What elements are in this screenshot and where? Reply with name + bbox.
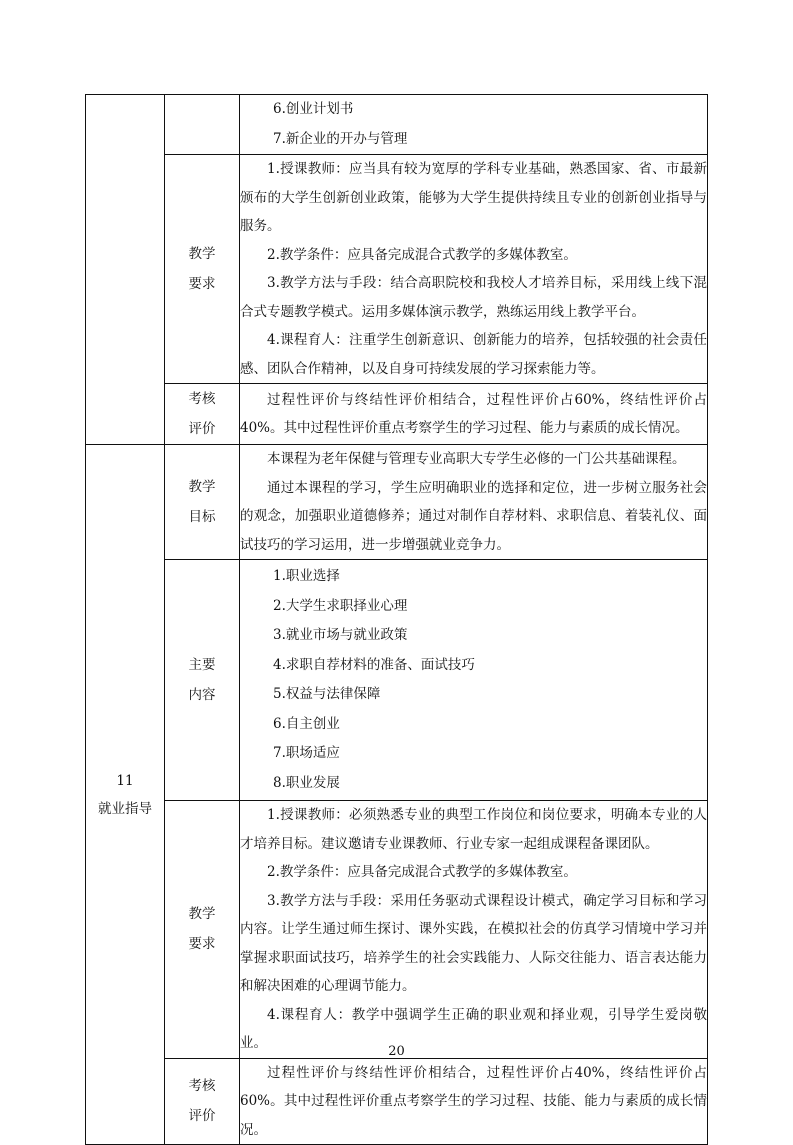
requirements-cell	[240, 155, 708, 384]
list-item: 1.职业选择	[273, 568, 340, 584]
content-cell	[240, 560, 708, 801]
list-item: 2.大学生求职择业心理	[273, 597, 408, 614]
list-item: 3.就业市场与就业政策	[273, 627, 408, 643]
paragraph: 通过本课程的学习，学生应明确职业的选择和定位，进一步树立服务社会的观念，加强职业道德修养；通过对制作自荐材料、求职信息、着装礼仪、面试技巧的学习运用，进一步增强就业竞争力。	[240, 479, 707, 553]
paragraph: 4.课程育人：注重学生创新意识、创新能力的培养，包括较强的社会责任感、团队合作精神，以及自身可持续发展的学习探索能力等。	[240, 332, 707, 377]
assessment-cell	[240, 1058, 708, 1145]
row-label: 教学 要求	[165, 155, 240, 384]
list-item: 6.创业计划书	[273, 101, 354, 117]
prev-course-cell	[86, 95, 165, 445]
row-label: 教学 目标	[165, 445, 240, 560]
paragraph: 3.教学方法与手段：采用任务驱动式课程设计模式，确定学习目标和学习内容。让学生通过师生探讨、课外实践，在模拟社会的仿真学习情境中学习并掌握求职面试技巧，培养学生的社会实践能力、人际交往能力、语言表达能力和解决困难的心理调节能力。	[240, 892, 707, 994]
paragraph: 2.教学条件：应具备完成混合式教学的多媒体教室。	[267, 246, 577, 263]
list-item: 8.职业发展	[273, 774, 340, 791]
paragraph: 本课程为老年保健与管理专业高职大专学生必修的一门公共基础课程。	[267, 451, 686, 467]
row-label: 考核 评价	[165, 384, 240, 445]
table-row	[86, 801, 708, 1059]
paragraph: 3.教学方法与手段：结合高职院校和我校人才培养目标，采用线上线下混合式专题教学模式。运用多媒体演示教学，熟练运用线上教学平台。	[240, 275, 707, 320]
curriculum-table	[85, 94, 708, 1145]
list-item: 6.自主创业	[273, 715, 340, 732]
content-label-cell	[165, 95, 240, 155]
course-name-cell	[86, 445, 165, 1145]
paragraph: 4.课程育人：教学中强调学生正确的职业观和择业观，引导学生爱岗敬业。	[240, 1006, 707, 1051]
paragraph: 1.授课教师：必须熟悉专业的典型工作岗位和岗位要求，明确本专业的人才培养目标。建议邀请专业课教师、行业专家一起组成课程备课团队。	[240, 807, 707, 852]
table-row	[86, 445, 708, 560]
page-number: 20	[388, 1044, 405, 1059]
paragraph: 1.授课教师：应当具有较为宽厚的学科专业基础，熟悉国家、省、市最新颁布的大学生创新创业政策，能够为大学生提供持续且专业的创新创业指导与服务。	[240, 161, 707, 234]
row-label: 主要 内容	[165, 560, 240, 801]
assessment-cell	[240, 384, 708, 445]
course-number: 11	[116, 772, 134, 789]
list-item: 5.权益与法律保障	[273, 686, 381, 702]
paragraph: 2.教学条件：应具备完成混合式教学的多媒体教室。	[267, 864, 577, 880]
row-label: 教学 要求	[165, 801, 240, 1059]
list-item: 4.求职自荐材料的准备、面试技巧	[273, 656, 475, 673]
content-cell	[240, 95, 708, 155]
row-label: 考核 评价	[165, 1058, 240, 1145]
table-row	[86, 1058, 708, 1145]
goals-cell	[240, 445, 708, 560]
paragraph: 过程性评价与终结性评价相结合，过程性评价占60%，终结性评价占40%。其中过程性评价重点考察学生的学习过程、能力与素质的成长情况。	[240, 391, 707, 436]
table-row	[86, 560, 708, 801]
requirements-cell	[240, 801, 708, 1059]
course-name: 就业指导	[98, 800, 152, 817]
list-item: 7.新企业的开办与管理	[273, 130, 408, 147]
table-row	[86, 155, 708, 384]
table-row	[86, 384, 708, 445]
list-item: 7.职场适应	[273, 745, 340, 761]
table-row	[86, 95, 708, 155]
paragraph: 过程性评价与终结性评价相结合，过程性评价占40%，终结性评价占60%。其中过程性评价重点考察学生的学习过程、技能、能力与素质的成长情况。	[240, 1064, 707, 1138]
